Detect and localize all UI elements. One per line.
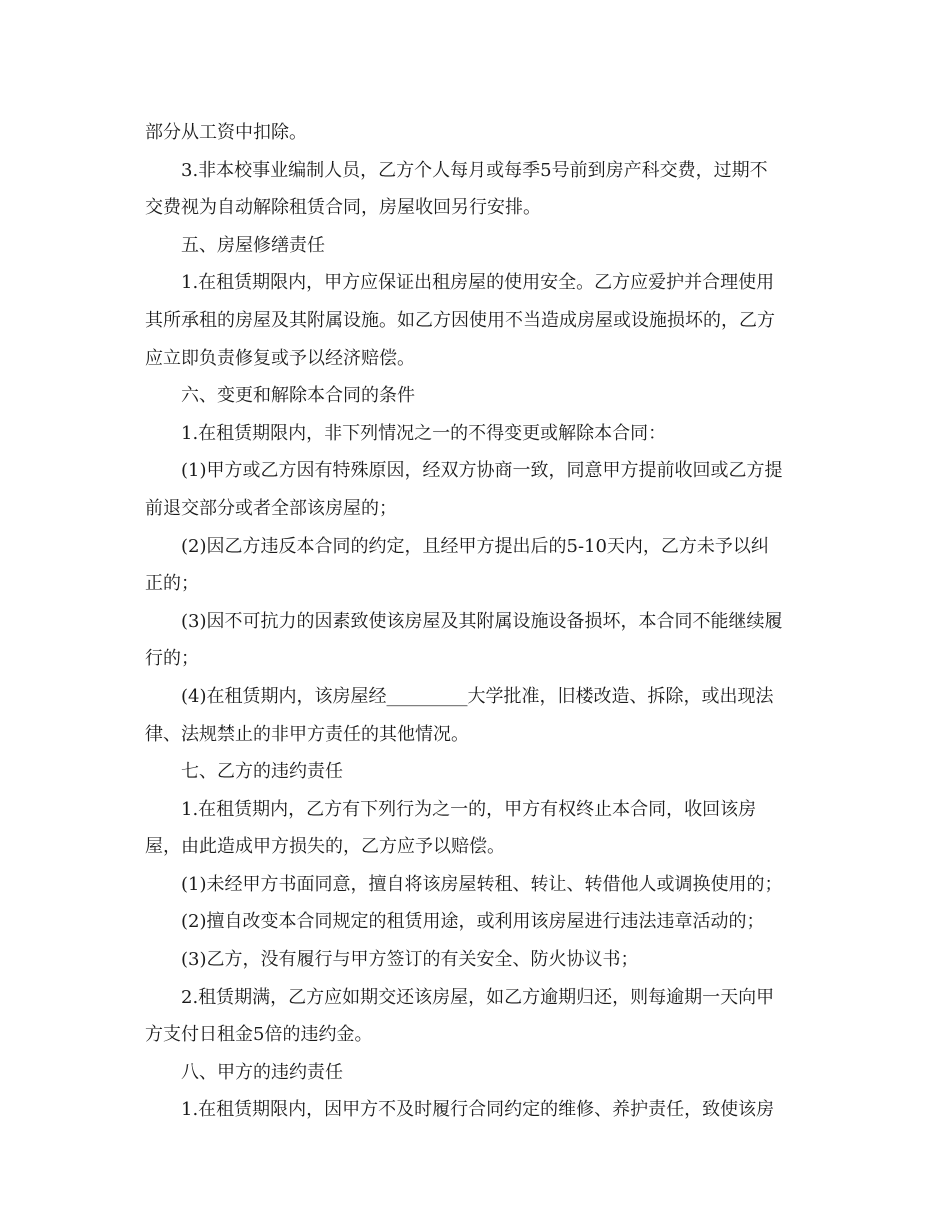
section-heading: 六、变更和解除本合同的条件 — [181, 385, 415, 407]
text-line: 行的； — [145, 648, 199, 670]
text-line: 1.在租赁期内，乙方有下列行为之一的，甲方有权终止本合同，收回该房 — [181, 798, 757, 820]
text-line: (1)甲方或乙方因有特殊原因，经双方协商一致，同意甲方提前收回或乙方提 — [181, 460, 783, 482]
document-body — [145, 114, 805, 1129]
text-line: 交费视为自动解除租赁合同，房屋收回另行安排。 — [145, 197, 541, 219]
text-line: (1)未经甲方书面同意，擅自将该房屋转租、转让、转借他人或调换使用的； — [181, 873, 783, 895]
text-line: 1.在租赁期限内，非下列情况之一的不得变更或解除本合同： — [181, 422, 667, 444]
section-heading: 七、乙方的违约责任 — [181, 761, 343, 783]
text-line: 前退交部分或者全部该房屋的； — [145, 497, 397, 519]
text-line: (2)擅自改变本合同规定的租赁用途，或利用该房屋进行违法违章活动的； — [181, 911, 765, 933]
section-heading: 五、房屋修缮责任 — [181, 234, 325, 256]
text-line: 正的； — [145, 573, 199, 595]
text-line: (2)因乙方违反本合同的约定，且经甲方提出后的5-10天内，乙方未予以纠 — [181, 535, 769, 557]
text-line: 律、法规禁止的非甲方责任的其他情况。 — [145, 723, 469, 745]
text-line: (4)在租赁期内，该房屋经_________大学批准，旧楼改造、拆除，或出现法 — [181, 685, 774, 707]
text-line: 应立即负责修复或予以经济赔偿。 — [145, 347, 415, 369]
text-line: (3)因不可抗力的因素致使该房屋及其附属设施设备损坏，本合同不能继续履 — [181, 610, 783, 632]
text-line: 其所承租的房屋及其附属设施。如乙方因使用不当造成房屋或设施损坏的，乙方 — [145, 309, 775, 331]
text-line: 2.租赁期满，乙方应如期交还该房屋，如乙方逾期归还，则每逾期一天向甲 — [181, 986, 775, 1008]
text-line: 1.在租赁期限内，因甲方不及时履行合同约定的维修、养护责任，致使该房 — [181, 1099, 775, 1121]
text-line: 方支付日租金5倍的违约金。 — [145, 1024, 373, 1046]
text-line: 部分从工资中扣除。 — [145, 122, 307, 143]
text-line: 3.非本校事业编制人员，乙方个人每月或每季5号前到房产科交费，过期不 — [181, 159, 768, 181]
section-heading: 八、甲方的违约责任 — [181, 1061, 343, 1083]
text-line: 屋，由此造成甲方损失的，乙方应予以赔偿。 — [145, 836, 505, 858]
text-line: 1.在租赁期限内，甲方应保证出租房屋的使用安全。乙方应爱护并合理使用 — [181, 272, 775, 294]
text-line: (3)乙方，没有履行与甲方签订的有关安全、防火协议书； — [181, 949, 639, 971]
